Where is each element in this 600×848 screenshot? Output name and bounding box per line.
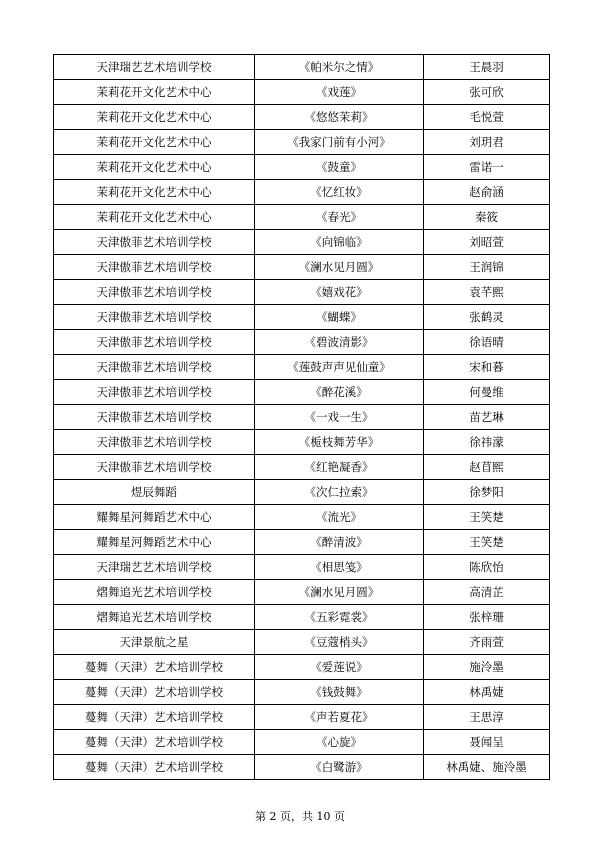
work-title-cell: 《栀枝舞芳华》	[255, 430, 424, 455]
performer-cell: 林禹婕	[424, 680, 550, 705]
school-cell: 天津傲菲艺术培训学校	[54, 380, 255, 405]
performer-cell: 袁芊熙	[424, 280, 550, 305]
performer-cell: 徐语晴	[424, 330, 550, 355]
school-cell: 茉莉花开文化艺术中心	[54, 180, 255, 205]
table-row	[54, 230, 550, 255]
table-row	[54, 330, 550, 355]
school-cell: 天津傲菲艺术培训学校	[54, 405, 255, 430]
school-cell: 天津瑞艺艺术培训学校	[54, 55, 255, 80]
performer-cell: 毛悦萱	[424, 105, 550, 130]
performer-cell: 高清芷	[424, 580, 550, 605]
performer-cell: 刘昭萱	[424, 230, 550, 255]
school-cell: 天津傲菲艺术培训学校	[54, 330, 255, 355]
work-title-cell: 《向锦临》	[255, 230, 424, 255]
performer-cell: 张鹤灵	[424, 305, 550, 330]
performer-cell: 张可欣	[424, 80, 550, 105]
school-cell: 耀舞星河舞蹈艺术中心	[54, 530, 255, 555]
school-cell: 茉莉花开文化艺术中心	[54, 130, 255, 155]
school-cell: 天津傲菲艺术培训学校	[54, 230, 255, 255]
performer-cell: 陈欣怡	[424, 555, 550, 580]
school-cell: 天津傲菲艺术培训学校	[54, 455, 255, 480]
school-cell: 蔓舞（天津）艺术培训学校	[54, 755, 255, 780]
performer-cell: 赵俞涵	[424, 180, 550, 205]
table-row	[54, 555, 550, 580]
work-title-cell: 《悠悠茉莉》	[255, 105, 424, 130]
school-cell: 天津傲菲艺术培训学校	[54, 305, 255, 330]
work-title-cell: 《五彩霓裳》	[255, 605, 424, 630]
table-row	[54, 430, 550, 455]
school-cell: 蔓舞（天津）艺术培训学校	[54, 655, 255, 680]
school-cell: 熠舞追光艺术培训学校	[54, 605, 255, 630]
work-title-cell: 《戏莲》	[255, 80, 424, 105]
work-title-cell: 《声若夏花》	[255, 705, 424, 730]
performer-cell: 王思淳	[424, 705, 550, 730]
work-title-cell: 《醉清波》	[255, 530, 424, 555]
performer-cell: 赵苜熙	[424, 455, 550, 480]
performer-cell: 王笑楚	[424, 530, 550, 555]
performer-cell: 王晨羽	[424, 55, 550, 80]
performer-cell: 徐梦阳	[424, 480, 550, 505]
school-cell: 天津傲菲艺术培训学校	[54, 355, 255, 380]
performer-cell: 秦筱	[424, 205, 550, 230]
school-cell: 天津傲菲艺术培训学校	[54, 430, 255, 455]
table-row	[54, 155, 550, 180]
work-title-cell: 《蝴蝶》	[255, 305, 424, 330]
performer-cell: 刘玥君	[424, 130, 550, 155]
work-title-cell: 《相思笺》	[255, 555, 424, 580]
work-title-cell: 《忆红妆》	[255, 180, 424, 205]
table-row	[54, 405, 550, 430]
page-footer: 第 2 页，共 10 页	[255, 810, 345, 823]
work-title-cell: 《豆蔻梢头》	[255, 630, 424, 655]
table-row	[54, 655, 550, 680]
work-title-cell: 《一戏一生》	[255, 405, 424, 430]
performer-cell: 苗艺琳	[424, 405, 550, 430]
work-title-cell: 《莲鼓声声见仙童》	[255, 355, 424, 380]
school-cell: 蔓舞（天津）艺术培训学校	[54, 730, 255, 755]
work-title-cell: 《红艳凝香》	[255, 455, 424, 480]
performer-cell: 施泠墨	[424, 655, 550, 680]
performer-cell: 何曼维	[424, 380, 550, 405]
school-cell: 天津傲菲艺术培训学校	[54, 280, 255, 305]
table-row	[54, 80, 550, 105]
performer-cell: 王润锦	[424, 255, 550, 280]
table-row	[54, 680, 550, 705]
work-title-cell: 《次仁拉索》	[255, 480, 424, 505]
performer-cell: 聂闻呈	[424, 730, 550, 755]
work-title-cell: 《澜水见月圆》	[255, 255, 424, 280]
performer-cell: 雷诺一	[424, 155, 550, 180]
school-cell: 天津傲菲艺术培训学校	[54, 255, 255, 280]
school-cell: 煜辰舞蹈	[54, 480, 255, 505]
work-title-cell: 《白鹭游》	[255, 755, 424, 780]
work-title-cell: 《嬉戏花》	[255, 280, 424, 305]
work-title-cell: 《心旋》	[255, 730, 424, 755]
table-row	[54, 505, 550, 530]
table-row	[54, 530, 550, 555]
performer-cell: 齐雨萱	[424, 630, 550, 655]
work-title-cell: 《帕米尔之情》	[255, 55, 424, 80]
table-row	[54, 205, 550, 230]
table-row	[54, 705, 550, 730]
work-title-cell: 《鼓童》	[255, 155, 424, 180]
table-row	[54, 380, 550, 405]
entries-table	[53, 54, 550, 780]
school-cell: 蔓舞（天津）艺术培训学校	[54, 680, 255, 705]
table-row	[54, 455, 550, 480]
work-title-cell: 《爱莲说》	[255, 655, 424, 680]
performer-cell: 张梓珊	[424, 605, 550, 630]
school-cell: 天津景航之星	[54, 630, 255, 655]
work-title-cell: 《碧波清影》	[255, 330, 424, 355]
performer-cell: 宋和暮	[424, 355, 550, 380]
school-cell: 天津瑞艺艺术培训学校	[54, 555, 255, 580]
work-title-cell: 《流光》	[255, 505, 424, 530]
school-cell: 耀舞星河舞蹈艺术中心	[54, 505, 255, 530]
performer-cell: 徐祎濛	[424, 430, 550, 455]
table-row	[54, 255, 550, 280]
performer-cell: 王笑楚	[424, 505, 550, 530]
table-row	[54, 130, 550, 155]
performer-cell: 林禹婕、施泠墨	[424, 755, 550, 780]
table-row	[54, 180, 550, 205]
table-row	[54, 580, 550, 605]
work-title-cell: 《澜水见月圆》	[255, 580, 424, 605]
entries-table-body	[54, 55, 550, 780]
table-row	[54, 105, 550, 130]
school-cell: 蔓舞（天津）艺术培训学校	[54, 705, 255, 730]
school-cell: 熠舞追光艺术培训学校	[54, 580, 255, 605]
table-row	[54, 730, 550, 755]
table-row	[54, 355, 550, 380]
table-row	[54, 605, 550, 630]
table-row	[54, 55, 550, 80]
work-title-cell: 《钱鼓舞》	[255, 680, 424, 705]
work-title-cell: 《醉花溪》	[255, 380, 424, 405]
table-row	[54, 630, 550, 655]
table-row	[54, 480, 550, 505]
school-cell: 茉莉花开文化艺术中心	[54, 155, 255, 180]
school-cell: 茉莉花开文化艺术中心	[54, 105, 255, 130]
school-cell: 茉莉花开文化艺术中心	[54, 80, 255, 105]
work-title-cell: 《我家门前有小河》	[255, 130, 424, 155]
table-row	[54, 280, 550, 305]
table-row	[54, 305, 550, 330]
table-row	[54, 755, 550, 780]
school-cell: 茉莉花开文化艺术中心	[54, 205, 255, 230]
work-title-cell: 《春光》	[255, 205, 424, 230]
